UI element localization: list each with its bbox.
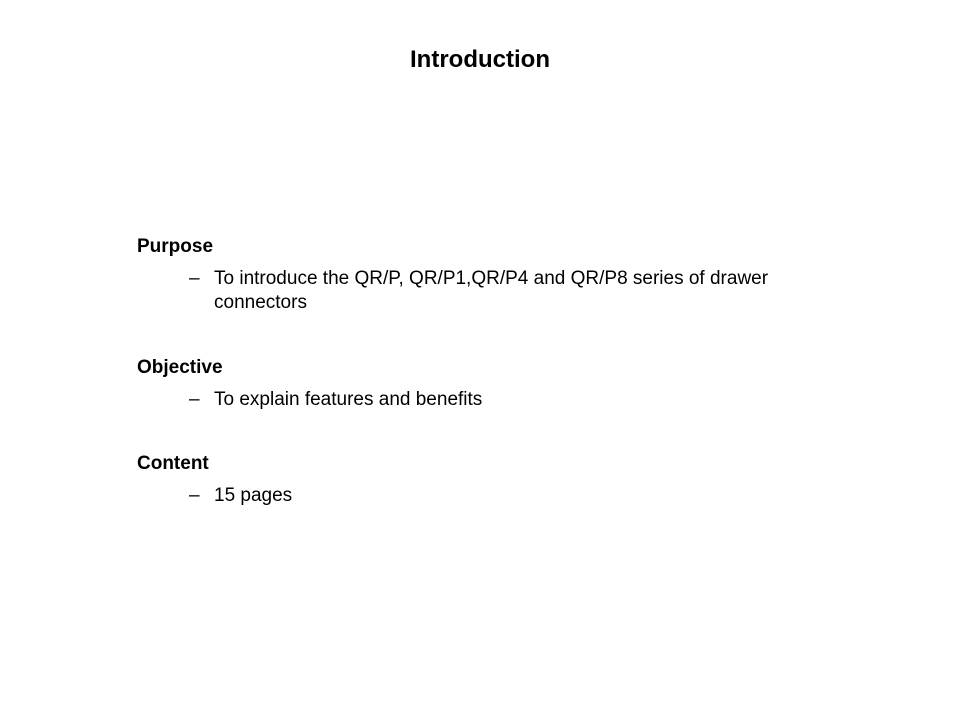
- bullet-text-content: 15 pages: [214, 485, 293, 506]
- slide-title: Introduction: [410, 46, 550, 73]
- section-objective: [137, 356, 837, 412]
- bullet-text-purpose: To introduce the QR/P, QR/P1,QR/P4 and QR/P8 series of drawer connectors: [214, 268, 769, 313]
- section-purpose: [137, 235, 837, 315]
- section-heading-content: Content: [137, 453, 209, 474]
- bullet-dash: –: [189, 389, 200, 410]
- section-heading-purpose: Purpose: [137, 236, 214, 257]
- bullet-item-content: [137, 484, 837, 508]
- bullet-item-purpose: [137, 267, 837, 315]
- section-content: [137, 452, 837, 508]
- bullet-dash: –: [189, 268, 200, 289]
- bullet-dash: –: [189, 485, 200, 506]
- bullet-item-objective: [137, 388, 837, 412]
- bullet-text-objective: To explain features and benefits: [214, 389, 483, 410]
- section-heading-objective: Objective: [137, 357, 223, 378]
